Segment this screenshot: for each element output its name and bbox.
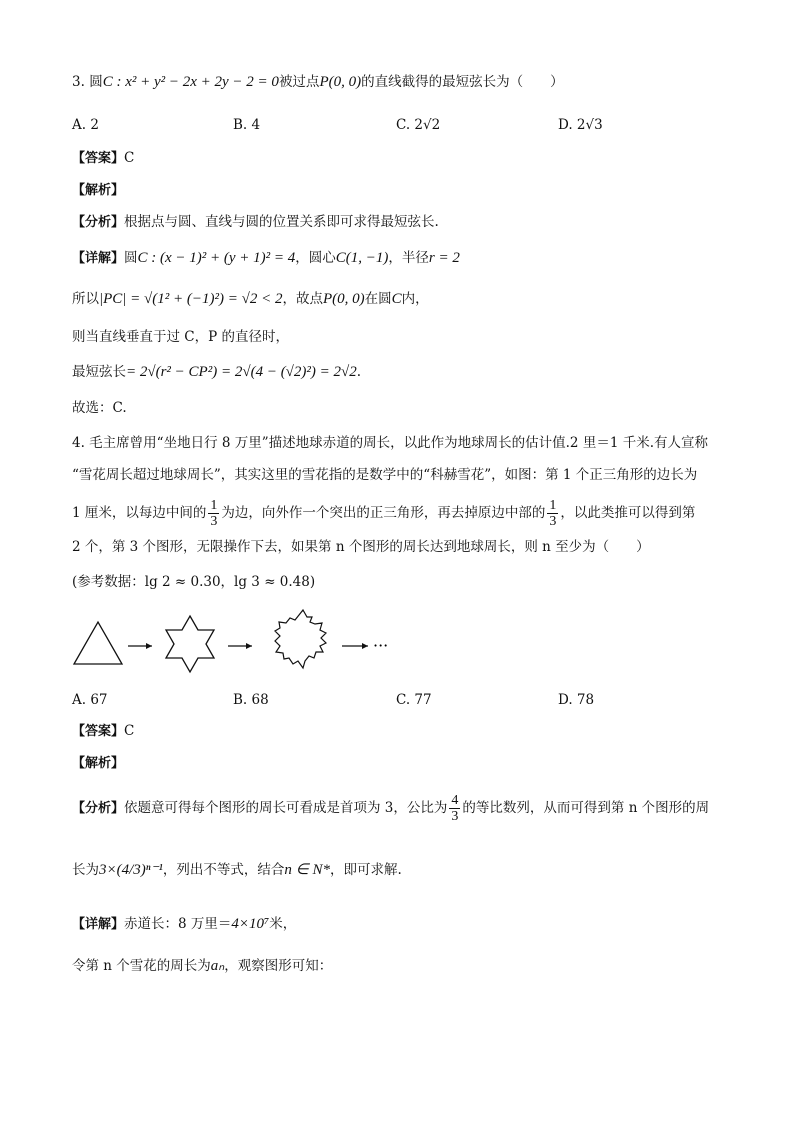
q4-option-a[interactable]: A. 67 (72, 692, 108, 708)
q3-option-c[interactable]: C. 2√2 (396, 117, 441, 133)
q3-conclusion: 故选：C. (72, 400, 127, 416)
q4-detail-1: 【详解】赤道长：8 万里＝4×10⁷米， (72, 916, 297, 932)
q4-line-2: “雪花周长超过地球周长”，其实这里的雪花指的是数学中的“科赫雪花”，如图：第 1 个正三角形的边长为 (72, 467, 698, 483)
q4-option-d[interactable]: D. 78 (558, 692, 595, 708)
snowflake-stage-2 (166, 616, 214, 672)
q3-detail-1: 【详解】圆C : (x − 1)² + (y + 1)² = 4，圆心C(1, −1)，半径r = 2 (72, 250, 460, 266)
q3-option-b[interactable]: B. 4 (233, 117, 261, 133)
q4-analysis-label: 【解析】 (72, 756, 125, 771)
q4-line-3: 1 厘米，以每边中间的 $\frac{1}{3}$ 为边，向外作一个突出的正三角形，再去掉原边中部的 $\frac{1}{3}$ ，以此类推可以得到第 (72, 498, 696, 529)
fraction-one-third: $\frac{1}{3}$ (549, 498, 557, 529)
q3-detail-4: 最短弦长= 2√(r² − CP²) = 2√(4 − (√2)²) = 2√2. (72, 364, 362, 380)
q4-fenxi: 【分析】依题意可得每个图形的周长可看成是首项为 3，公比为 $\frac{4}{3}$ 的等比数列，从而可得到第 n 个图形的周 (72, 793, 710, 824)
q4-option-b[interactable]: B. 68 (233, 692, 269, 708)
q3-detail-2: 所以|PC| = √(1² + (−1)²) = √2 < 2，故点P(0, 0)在圆C内， (72, 291, 429, 307)
q3-stem: 3. 圆C : x² + y² − 2x + 2y − 2 = 0被过点P(0, 0)的直线截得的最短弦长为（ ） (72, 74, 564, 90)
fraction-four-thirds: $\frac{4}{3}$ (451, 793, 459, 824)
q4-line-1: 4. 毛主席曾用“坐地日行 8 万里”描述地球赤道的周长，以此作为地球周长的估计值.2 里＝1 千米.有人宣称 (72, 435, 708, 451)
triangle-stage-1 (74, 622, 122, 664)
q3-analysis-label: 【解析】 (72, 183, 125, 198)
q4-detail-2: 令第 n 个雪花的周长为aₙ，观察图形可知： (72, 958, 333, 974)
q3-detail-3: 则当直线垂直于过 C，P 的直径时， (72, 329, 289, 345)
q4-answer: 【答案】C (72, 723, 135, 739)
q4-fenxi-cont: 长为3×(4/3)ⁿ⁻¹，列出不等式，结合n ∈ N*，即可求解. (72, 862, 402, 878)
snowflake-stage-3 (275, 610, 326, 668)
koch-snowflake-figure (70, 606, 500, 686)
fraction-one-third: $\frac{1}{3}$ (210, 498, 218, 529)
q3-option-a[interactable]: A. 2 (72, 117, 99, 133)
q4-line-4: 2 个，第 3 个图形，无限操作下去，如果第 n 个图形的周长达到地球周长，则 n 至少为（ ） (72, 539, 650, 555)
q3-option-d[interactable]: D. 2√3 (558, 117, 603, 133)
q4-option-c[interactable]: C. 77 (396, 692, 432, 708)
ellipsis: ··· (373, 636, 389, 655)
q3-answer: 【答案】C (72, 150, 135, 166)
q4-reference-data: (参考数据：lg 2 ≈ 0.30，lg 3 ≈ 0.48) (72, 574, 316, 590)
q3-fenxi: 【分析】根据点与圆、直线与圆的位置关系即可求得最短弦长. (72, 214, 439, 230)
